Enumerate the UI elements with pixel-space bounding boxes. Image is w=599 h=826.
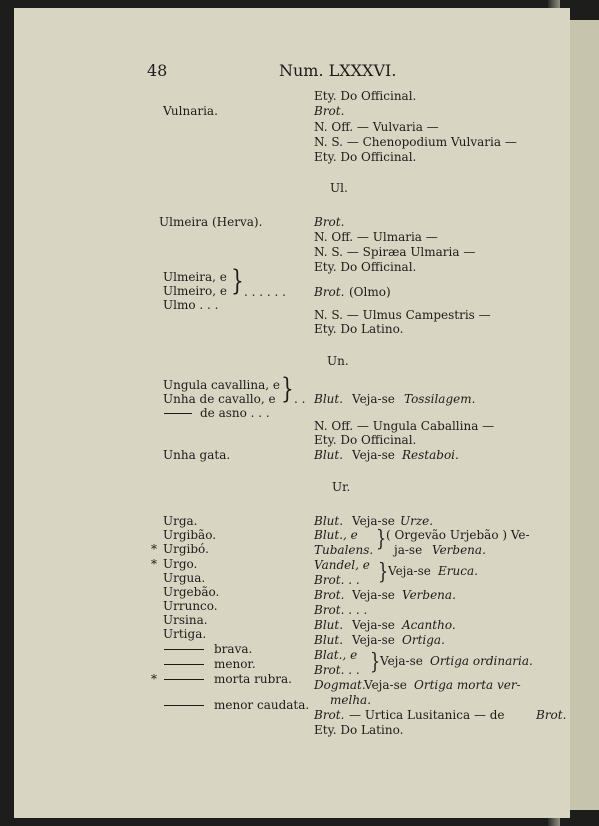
entry-term: Ulmeiro, e xyxy=(163,284,227,298)
cross-ref: Ortiga. xyxy=(402,633,445,647)
source-ref: Brot. xyxy=(314,215,345,229)
text-line: N. S. — Ulmus Campestris — xyxy=(314,308,491,322)
entry-term: Unha de cavallo, e xyxy=(163,392,276,406)
source-ref: Brot. xyxy=(314,285,345,299)
text-line: Veja-se xyxy=(352,618,395,632)
entry-term: Urrunco. xyxy=(163,599,218,613)
text-line: Ety. Do Latino. xyxy=(314,723,404,737)
asterisk-mark: * xyxy=(151,672,157,686)
source-ref: Brot. . . xyxy=(314,573,360,587)
ditto-rule xyxy=(164,413,192,414)
text-line: ja-se xyxy=(394,543,423,557)
source-ref: Brot. . . xyxy=(314,663,360,677)
text-line: Veja-se xyxy=(364,678,407,692)
cross-ref: Acantho. xyxy=(402,618,456,632)
source-ref: Brot. xyxy=(314,588,345,602)
text-line: ( Orgevão Urjebão ) Ve- xyxy=(386,528,530,542)
entry-term: Urgua. xyxy=(163,571,206,585)
source-ref: Blut. xyxy=(314,448,344,462)
entry-term: Ungula cavallina, e xyxy=(163,378,280,392)
ditto-rule xyxy=(164,705,204,706)
source-ref: Blut. xyxy=(314,392,344,406)
entry-term: morta rubra. xyxy=(214,672,292,686)
entry-term: Ursina. xyxy=(163,613,208,627)
text-line: N. Off. — Vulvaria — xyxy=(314,120,439,134)
brace-icon: } xyxy=(376,525,387,552)
entry-term: menor caudata. xyxy=(214,698,310,712)
section-heading: Ul. xyxy=(330,181,348,195)
entry-term: brava. xyxy=(214,642,253,656)
source-ref: Tubalens. xyxy=(314,543,374,557)
cross-ref: Urze. xyxy=(400,514,434,528)
text-line: Veja-se xyxy=(352,514,395,528)
entry-term: Ulmo . . . xyxy=(163,298,219,312)
entry-term: Urgebão. xyxy=(163,585,220,599)
source-ref: Brot. xyxy=(314,708,345,722)
page-header: Num. LXXXVI. xyxy=(279,61,397,80)
text-line: — Urtica Lusitanica — de xyxy=(349,708,505,722)
source-ref: Vandel, e xyxy=(314,558,370,572)
text-line: N. Off. — Ungula Caballina — xyxy=(314,419,495,433)
entry-term: de asno . . . xyxy=(200,406,270,420)
text-line: Veja-se xyxy=(352,448,395,462)
text-line: N. S. — Spiræa Ulmaria — xyxy=(314,245,476,259)
ditto-rule xyxy=(164,649,204,650)
source-ref: Blut., e xyxy=(314,528,358,542)
cross-ref: Eruca. xyxy=(438,564,478,578)
text-line: Ety. Do Officinal. xyxy=(314,89,417,103)
source-ref: Dogmat. xyxy=(314,678,366,692)
cross-ref: Tossilagem. xyxy=(404,392,476,406)
entry-term: Urgo. xyxy=(163,557,198,571)
brace-icon: } xyxy=(281,371,294,405)
source-ref: Brot. . . . xyxy=(314,603,368,617)
entry-term: Urgibão. xyxy=(163,528,217,542)
source-ref: Blut. xyxy=(314,514,344,528)
entry-term: Vulnaria. xyxy=(163,104,218,118)
source-ref: Blut. xyxy=(314,633,344,647)
source-ref: Brot. xyxy=(314,104,345,118)
text-line: Ety. Do Officinal. xyxy=(314,260,417,274)
book-page xyxy=(14,8,570,818)
page-number: 48 xyxy=(147,61,168,80)
brace-icon: } xyxy=(231,263,244,297)
asterisk-mark: * xyxy=(151,542,157,556)
cross-ref: Restaboi. xyxy=(402,448,459,462)
brace-icon: } xyxy=(370,648,381,675)
text-line: Ety. Do Officinal. xyxy=(314,150,417,164)
entry-term: Urga. xyxy=(163,514,198,528)
source-ref: Brot. xyxy=(536,708,567,722)
ditto-rule xyxy=(164,679,204,680)
cross-ref: Verbena. xyxy=(402,588,456,602)
entry-term: Ulmeira (Herva). xyxy=(159,215,263,229)
text-line: N. S. — Chenopodium Vulvaria — xyxy=(314,135,517,149)
asterisk-mark: * xyxy=(151,557,157,571)
entry-term: menor. xyxy=(214,657,256,671)
brace-icon: } xyxy=(378,558,389,585)
leader-dots: . . . . . . xyxy=(244,285,286,299)
text-line: Ety. Do Officinal. xyxy=(314,433,417,447)
section-heading: Ur. xyxy=(332,480,351,494)
entry-term: Urgibó. xyxy=(163,542,209,556)
text-line: Veja-se xyxy=(388,564,431,578)
entry-term: Unha gata. xyxy=(163,448,231,462)
source-ref: Blat., e xyxy=(314,648,358,662)
text-line: Veja-se xyxy=(352,633,395,647)
leader-dots: . . xyxy=(294,392,306,406)
text-line: Veja-se xyxy=(380,654,423,668)
text-line: Veja-se xyxy=(352,392,395,406)
ditto-rule xyxy=(164,664,204,665)
cross-ref: Ortiga morta ver- xyxy=(414,678,521,692)
entry-term: Urtiga. xyxy=(163,627,207,641)
cross-ref: melha. xyxy=(330,693,372,707)
text-line: Ety. Do Latino. xyxy=(314,322,404,336)
cross-ref: Verbena. xyxy=(432,543,486,557)
text-line: Veja-se xyxy=(352,588,395,602)
text-line: N. Off. — Ulmaria — xyxy=(314,230,438,244)
source-ref: Blut. xyxy=(314,618,344,632)
section-heading: Un. xyxy=(327,354,349,368)
entry-term: Ulmeira, e xyxy=(163,270,227,284)
text-line: (Olmo) xyxy=(349,285,391,299)
cross-ref: Ortiga ordinaria. xyxy=(430,654,533,668)
